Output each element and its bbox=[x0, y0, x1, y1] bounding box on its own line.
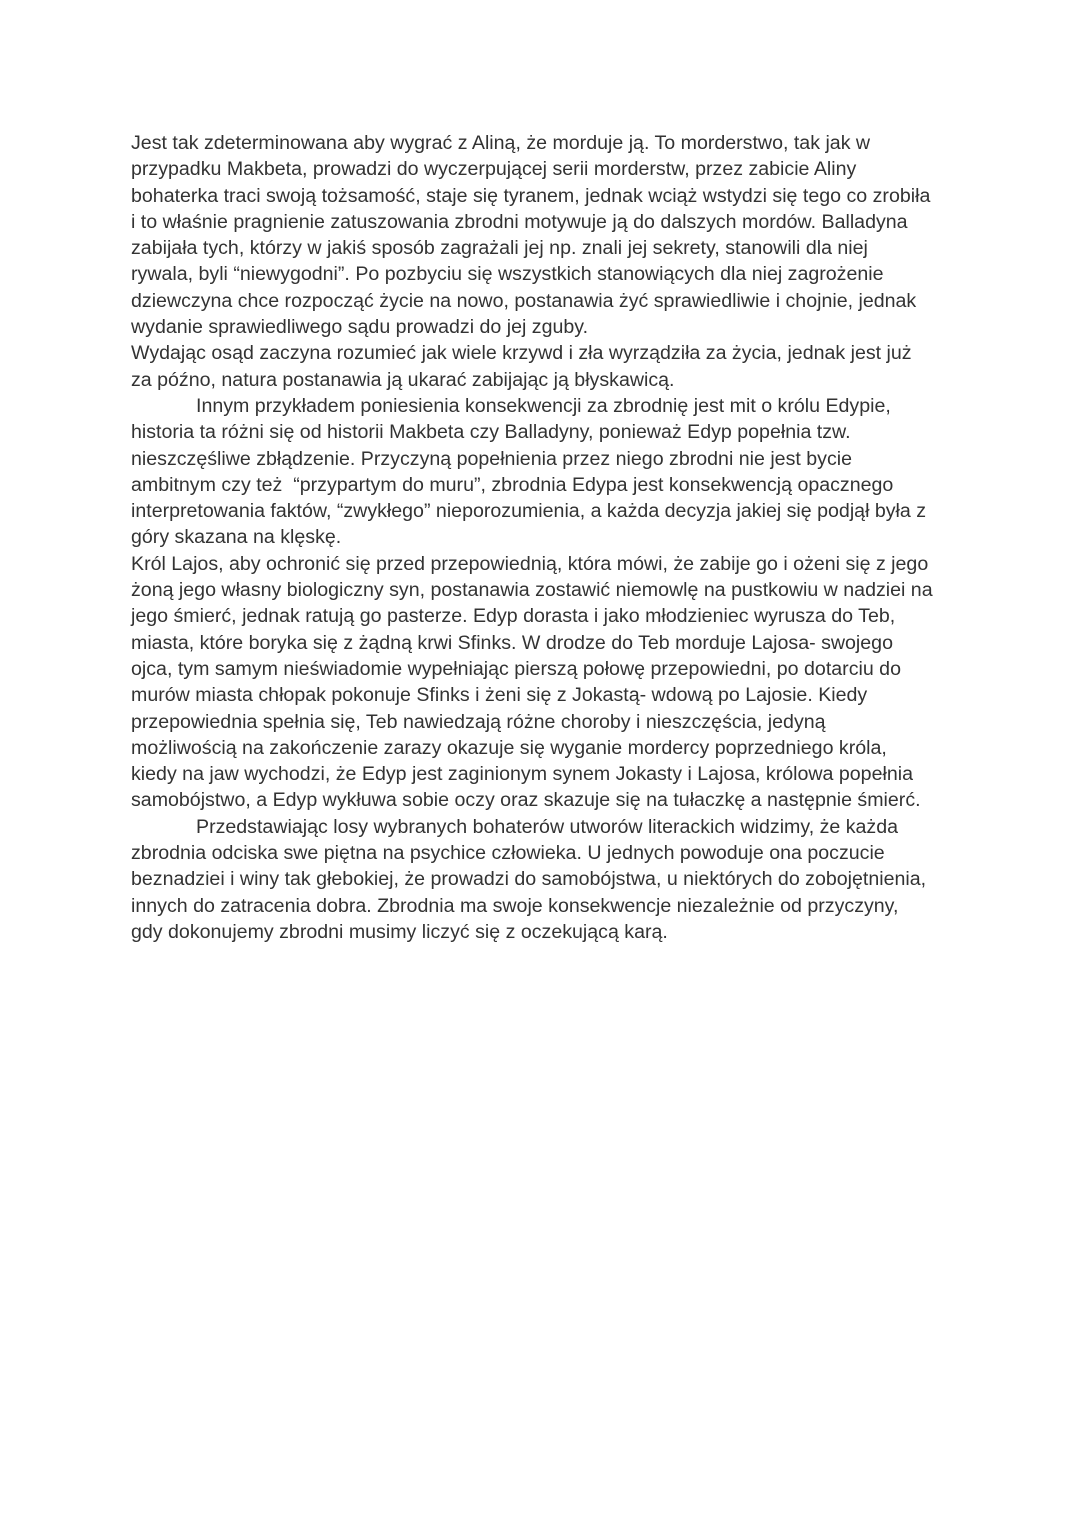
text-line-indented: Innym przykładem poniesienia konsekwencji za zbrodnię jest mit o królu Edypie, bbox=[196, 394, 891, 417]
text-line: zbrodnia odciska swe piętna na psychice człowieka. U jednych powoduje ona poczucie bbox=[131, 842, 885, 865]
text-line: interpretowania faktów, “zwykłego” nieporozumienia, a każda decyzja jakiej się podjął była z bbox=[131, 500, 927, 523]
text-line: przepowiednia spełnia się, Teb nawiedzają różne choroby i nieszczęścia, jedyną bbox=[131, 710, 826, 733]
text-line: przypadku Makbeta, prowadzi do wyczerpującej serii morderstw, przez zabicie Aliny bbox=[131, 158, 857, 181]
text-line: i to właśnie pragnienie zatuszowania zbrodni motywuje ją do dalszych mordów. Balladyna bbox=[131, 210, 908, 233]
text-line: Wydając osąd zaczyna rozumieć jak wiele krzywd i zła wyrządziła za życia, jednak jest już bbox=[131, 342, 912, 365]
text-line: ojca, tym samym nieświadomie wypełniając pierszą połowę przepowiedni, po dotarciu do bbox=[131, 657, 901, 680]
text-line-indented: Przedstawiając losy wybranych bohaterów utworów literackich widzimy, że każda bbox=[196, 815, 899, 838]
text-line: Król Lajos, aby ochronić się przed przepowiednią, która mówi, że zabije go i ożeni się z jego bbox=[131, 552, 929, 575]
text-line: jego śmierć, jednak ratują go pasterze. Edyp dorasta i jako młodzieniec wyrusza do Teb, bbox=[131, 605, 896, 628]
text-line: góry skazana na klęskę. bbox=[131, 526, 342, 549]
text-line: nieszczęśliwe zbłądzenie. Przyczyną popełnienia przez niego zbrodni nie jest bycie bbox=[131, 447, 853, 470]
text-line: historia ta różni się od historii Makbeta czy Balladyny, ponieważ Edyp popełnia tzw. bbox=[131, 421, 851, 444]
text-line: rywala, byli “niewygodni”. Po pozbyciu się wszystkich stanowiących dla niej zagrożenie bbox=[131, 263, 884, 286]
text-line: Jest tak zdeterminowana aby wygrać z Aliną, że morduje ją. To morderstwo, tak jak w bbox=[131, 132, 871, 154]
text-line: samobójstwo, a Edyp wykłuwa sobie oczy oraz skazuje się na tułaczkę a następnie śmierć. bbox=[131, 789, 921, 812]
text-line: żoną jego własny biologiczny syn, postanawia zostawić niemowlę na pustkowiu w nadziei na bbox=[131, 579, 933, 602]
text-line: murów miasta chłopak pokonuje Sfinks i żeni się z Jokastą- wdową po Lajosie. Kiedy bbox=[131, 684, 868, 707]
text-line: ambitnym czy też “przypartym do muru”, zbrodnia Edypa jest konsekwencją opacznego bbox=[131, 473, 894, 496]
text-line: gdy dokonujemy zbrodni musimy liczyć się z oczekującą karą. bbox=[131, 920, 668, 943]
text-line: dziewczyna chce rozpocząć życie na nowo, postanawia żyć sprawiedliwie i chojnie, jednak bbox=[131, 289, 917, 312]
text-line: miasta, które boryka się z żądną krwi Sfinks. W drodze do Teb morduje Lajosa- swojego bbox=[131, 631, 893, 654]
text-line: kiedy na jaw wychodzi, że Edyp jest zaginionym synem Jokasty i Lajosa, królowa popełnia bbox=[131, 763, 913, 786]
essay-text bbox=[131, 130, 961, 945]
text-line: za późno, natura postanawia ją ukarać zabijając ją błyskawicą. bbox=[131, 368, 675, 391]
text-line: beznadziei i winy tak głebokiej, że prowadzi do samobójstwa, u niektórych do zobojętnienia, bbox=[131, 868, 927, 891]
text-line: wydanie sprawiedliwego sądu prowadzi do jej zguby. bbox=[131, 316, 589, 339]
text-line: bohaterka traci swoją tożsamość, staje się tyranem, jednak wciąż wstydzi się tego co zrobiła bbox=[131, 184, 931, 207]
text-line: zabijała tych, którzy w jakiś sposób zagrażali jej np. znali jej sekrety, stanowili dla niej bbox=[131, 237, 868, 260]
text-line: innych do zatracenia dobra. Zbrodnia ma swoje konsekwencje niezależnie od przyczyny, bbox=[131, 894, 899, 917]
text-line: możliwością na zakończenie zarazy okazuje się wyganie mordercy poprzedniego króla, bbox=[131, 736, 887, 759]
